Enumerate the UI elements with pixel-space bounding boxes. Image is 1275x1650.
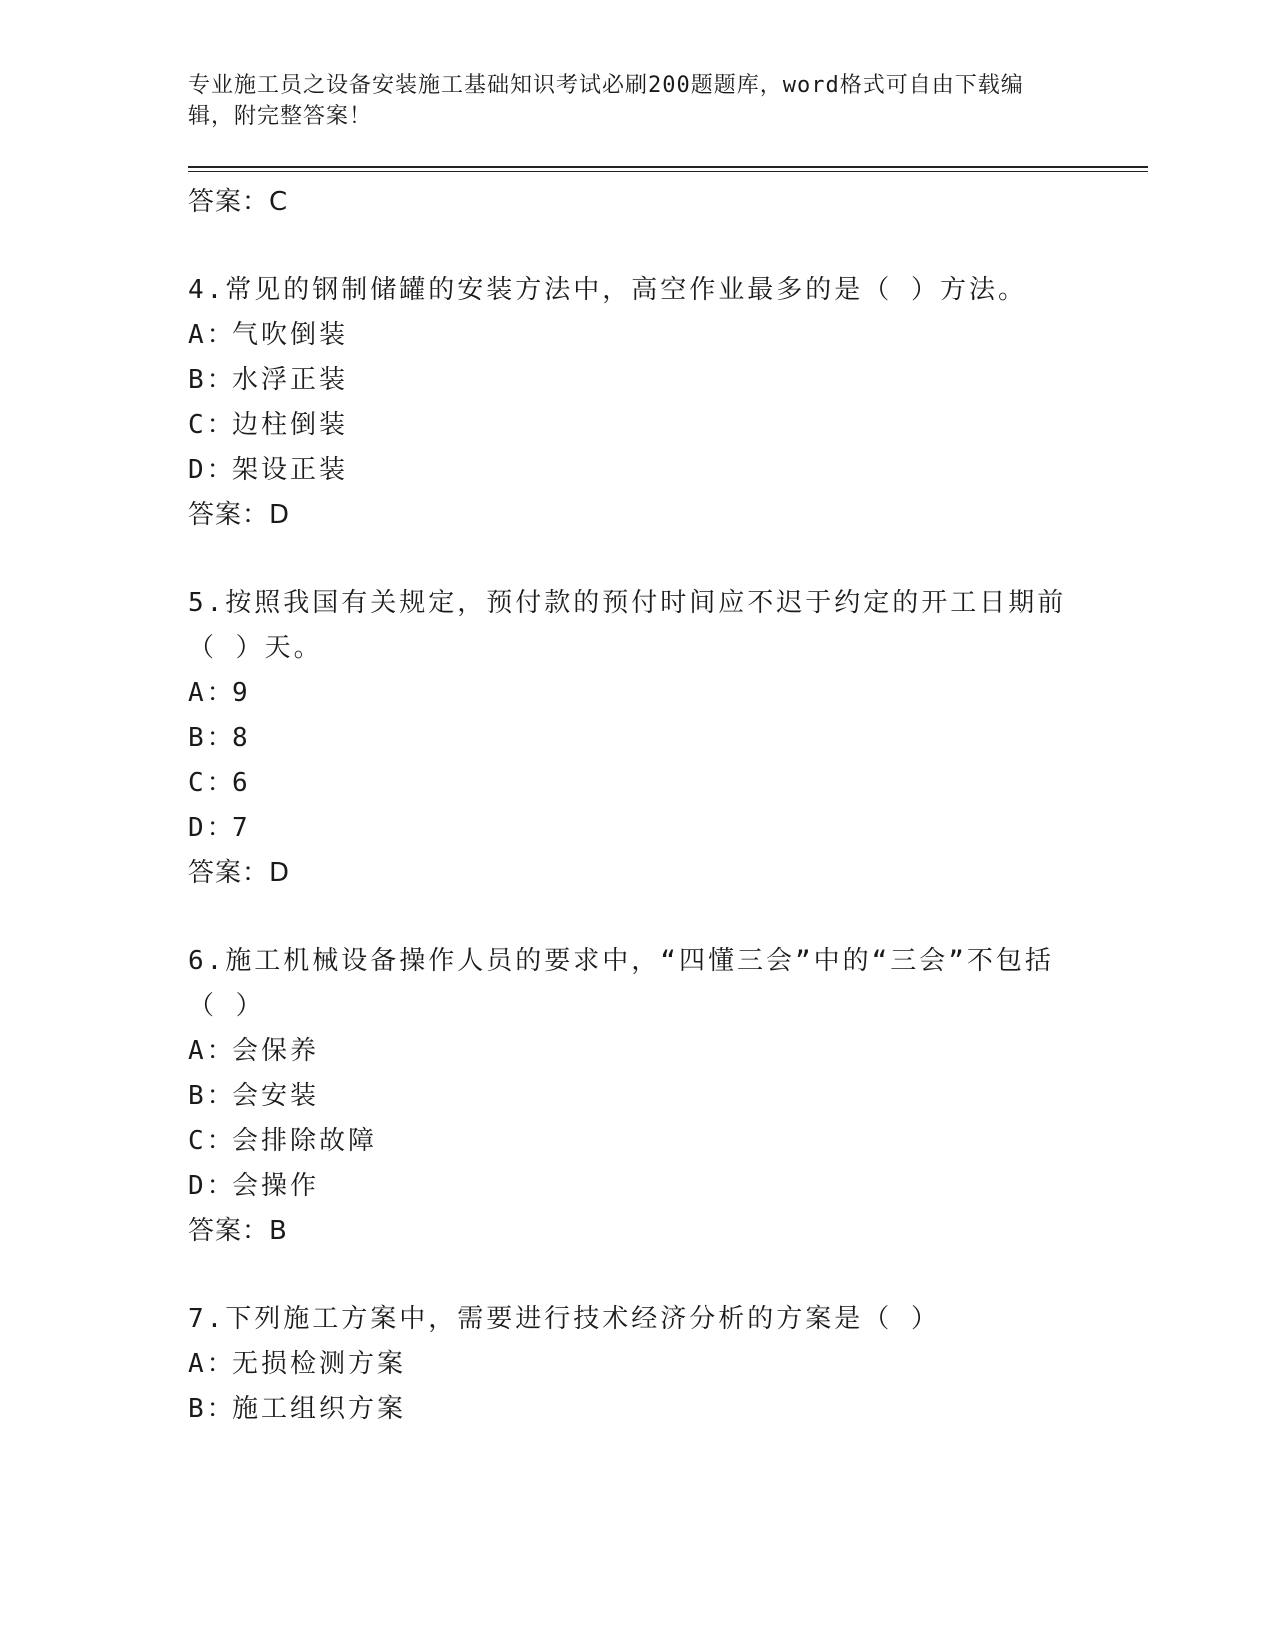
option-text: 气吹倒装	[232, 320, 349, 350]
option-key: A：	[188, 1349, 236, 1379]
option-b	[188, 1074, 1148, 1119]
question-stem: 7.下列施工方案中，需要进行技术经济分析的方案是（ ）	[188, 1304, 940, 1334]
option-b	[188, 716, 1148, 761]
option-c	[188, 1119, 1148, 1164]
answer-label: 答案：B	[188, 1216, 288, 1246]
option-a	[188, 1342, 1148, 1387]
document-title: 专业施工员之设备安装施工基础知识考试必刷200题题库，word格式可自由下载编辑，附完整答案！	[188, 73, 1024, 129]
option-text: 会安装	[232, 1081, 320, 1111]
option-key: B：	[188, 365, 236, 395]
option-text: 7	[232, 813, 251, 843]
option-key: B：	[188, 723, 236, 753]
option-text: 会保养	[232, 1036, 320, 1066]
option-key: D：	[188, 813, 236, 843]
option-text: 会排除故障	[232, 1126, 378, 1156]
answer-label: 答案：D	[188, 500, 291, 530]
question-stem: 5.按照我国有关规定，预付款的预付时间应不迟于约定的开工日期前（ ）天。	[188, 588, 1067, 663]
question-7	[188, 1297, 1148, 1432]
option-text: 边柱倒装	[232, 410, 349, 440]
option-key: B：	[188, 1394, 236, 1424]
question-stem: 4.常见的钢制储罐的安装方法中，高空作业最多的是（ ）方法。	[188, 275, 1027, 305]
option-key: D：	[188, 1171, 236, 1201]
option-b	[188, 358, 1148, 403]
option-key: B：	[188, 1081, 236, 1111]
option-key: A：	[188, 1036, 236, 1066]
document-page	[188, 70, 1148, 1432]
question-5	[188, 581, 1148, 893]
option-key: C：	[188, 1126, 236, 1156]
answer-label: 答案：D	[188, 858, 291, 888]
option-text: 8	[232, 723, 251, 753]
option-key: C：	[188, 410, 236, 440]
previous-answer: 答案：C	[188, 187, 289, 217]
option-key: A：	[188, 320, 236, 350]
option-key: A：	[188, 678, 236, 708]
option-text: 9	[232, 678, 251, 708]
option-d	[188, 806, 1148, 851]
option-text: 会操作	[232, 1171, 320, 1201]
option-text: 无损检测方案	[232, 1349, 407, 1379]
header-divider	[188, 166, 1148, 172]
option-a	[188, 1029, 1148, 1074]
option-key: D：	[188, 455, 236, 485]
option-text: 施工组织方案	[232, 1394, 407, 1424]
option-key: C：	[188, 768, 236, 798]
option-a	[188, 671, 1148, 716]
option-text: 架设正装	[232, 455, 349, 485]
option-d	[188, 448, 1148, 493]
option-text: 6	[232, 768, 251, 798]
question-6	[188, 939, 1148, 1251]
option-text: 水浮正装	[232, 365, 349, 395]
question-4	[188, 268, 1148, 535]
question-stem: 6.施工机械设备操作人员的要求中，“四懂三会”中的“三会”不包括（ ）	[188, 946, 1054, 1021]
option-d	[188, 1164, 1148, 1209]
option-c	[188, 403, 1148, 448]
option-a	[188, 313, 1148, 358]
option-b	[188, 1387, 1148, 1432]
option-c	[188, 761, 1148, 806]
